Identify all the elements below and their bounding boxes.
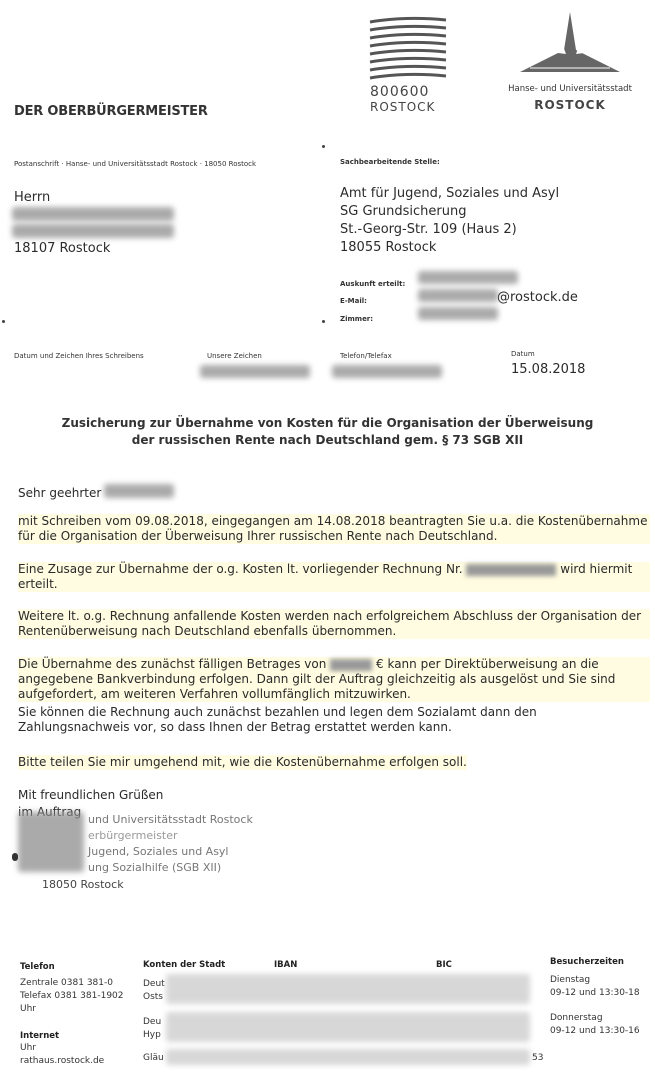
paragraph-4 — [18, 657, 650, 702]
anniversary-city: ROSTOCK — [370, 100, 436, 114]
recipient-street-redacted — [12, 224, 174, 238]
greeting-name-redacted — [104, 484, 174, 498]
contact-label: Auskunft erteilt: — [340, 280, 406, 288]
recipient-city: 18107 Rostock — [14, 241, 111, 256]
footer-account-2: Osts — [143, 992, 163, 1002]
office-label: Sachbearbeitende Stelle: — [340, 158, 440, 166]
postal-line: Postanschrift · Hanse- und Universitätsstadt Rostock · 18050 Rostock — [14, 160, 257, 168]
stamp-line3: Jugend, Soziales und Asyl — [88, 845, 229, 858]
stamp-line5: 18050 Rostock — [42, 878, 124, 891]
ref-date-label: Datum — [511, 350, 535, 358]
office-line1: Amt für Jugend, Soziales und Asyl — [340, 186, 560, 201]
footer-bank-details-redacted — [166, 1012, 530, 1042]
footer-bank-details-redacted — [166, 1049, 530, 1065]
city-logo-line2: ROSTOCK — [534, 98, 606, 112]
paragraph-5: Bitte teilen Sie mir umgehend mit, wie die Kostenübernahme erfolgen soll. — [18, 755, 467, 769]
ref-your-letter-label: Datum und Zeichen Ihres Schreibens — [14, 352, 144, 360]
stamp-line4: ung Sozialhilfe (SGB XII) — [88, 861, 222, 874]
ref-phone-label: Telefon/Telefax — [340, 352, 392, 360]
room-redacted — [418, 307, 498, 320]
paragraph-2-part-b: wird hiermit erteilt. — [18, 562, 633, 591]
stamp-line2: erbürgermeister — [88, 829, 178, 842]
footer-visit-day1: Dienstag — [550, 975, 591, 985]
email-label: E-Mail: — [340, 297, 367, 305]
email-domain: @rostock.de — [497, 290, 578, 305]
footer-bic-head: BIC — [436, 960, 452, 970]
footer-phone-uhr: Uhr — [20, 1004, 36, 1014]
paragraph-4-part-a: Die Übernahme des zunächst fälligen Betrages von — [18, 657, 327, 671]
letter-date: 15.08.2018 — [511, 362, 586, 377]
footer-internet-url: rathaus.rostock.de — [20, 1056, 105, 1066]
fold-mark — [322, 320, 325, 323]
footer-internet-uhr: Uhr — [20, 1043, 36, 1053]
invoice-number-redacted — [466, 564, 556, 576]
footer-visit-head: Besucherzeiten — [550, 957, 624, 967]
fold-mark — [2, 320, 5, 323]
room-label: Zimmer: — [340, 315, 374, 323]
anniversary-logo — [366, 14, 452, 114]
our-reference-redacted — [200, 365, 310, 378]
signature-mark — [12, 853, 18, 861]
phone-redacted — [332, 365, 442, 378]
paragraph-3: Weitere lt. o.g. Rechnung anfallende Kosten werden nach erfolgreichem Abschluss der Organisation der Rentenüberweisung nach Deutschland ebenfalls übernommen. — [18, 609, 650, 639]
anniversary-wave-icon — [366, 14, 452, 84]
footer-account-4: Hyp — [143, 1030, 161, 1040]
stamp-line1: und Universitätsstadt Rostock — [88, 813, 253, 826]
footer-visit-time1: 09-12 und 13:30-18 — [550, 988, 640, 998]
recipient-salutation: Herrn — [14, 190, 51, 205]
footer-account-1: Deut — [143, 979, 165, 989]
paragraph-1: mit Schreiben vom 09.08.2018, eingegangen am 14.08.2018 beantragten Sie u.a. die Kostenübernahme für die Organisation der Überweisung Ihrer russischen Rente nach Deutschland. — [18, 514, 650, 544]
footer-iban-head: IBAN — [274, 960, 298, 970]
city-logo-line1: Hanse- und Universitätsstadt — [508, 84, 632, 94]
footer-internet-head: Internet — [20, 1031, 60, 1041]
contact-name-redacted — [418, 271, 518, 284]
footer-phone-central: Zentrale 0381 381-0 — [20, 978, 113, 988]
mayor-title: DER OBERBÜRGERMEISTER — [14, 104, 208, 119]
paragraph-4-part-b: € kann per Direktüberweisung an die angegebene Bankverbindung erfolgen. Dann gilt der Auftrag gleichzeitig als ausgelöst und Sie sind aufgefordert, am weiteren Verfahren vollumfänglich mitzuwirken. — [18, 657, 616, 701]
greeting: Sehr geehrter — [18, 486, 102, 500]
paragraph-2 — [18, 562, 650, 592]
footer-phone-head: Telefon — [20, 962, 55, 972]
footer-bic-tail: 53 — [532, 1053, 544, 1063]
footer-visit-day2: Donnerstag — [550, 1013, 603, 1023]
footer-accounts-head: Konten der Stadt — [143, 960, 226, 970]
anniversary-number: 800600 — [370, 84, 430, 100]
subject-line1: Zusicherung zur Übernahme von Kosten für die Organisation der Überweisung — [61, 416, 594, 430]
email-user-redacted — [418, 289, 498, 302]
closing: Mit freundlichen Grüßen — [18, 788, 164, 802]
footer-account-3: Deu — [143, 1017, 162, 1027]
paragraph-4c: Sie können die Rechnung auch zunächst bezahlen und legen dem Sozialamt dann den Zahlungsnachweis vor, so dass Ihnen der Betrag erstattet werden kann. — [18, 705, 537, 734]
fold-mark — [322, 145, 325, 148]
subject-line2: der russischen Rente nach Deutschland gem. § 73 SGB XII — [131, 433, 524, 447]
paragraph-2-part-a: Eine Zusage zur Übernahme der o.g. Kosten lt. vorliegender Rechnung Nr. — [18, 562, 463, 576]
footer-bank-details-redacted — [166, 974, 530, 1004]
footer-phone-fax: Telefax 0381 381-1902 — [20, 991, 124, 1001]
recipient-name-redacted — [12, 207, 174, 221]
footer-visit-time2: 09-12 und 13:30-16 — [550, 1026, 640, 1036]
signature-redacted — [18, 812, 84, 872]
office-line3: St.-Georg-Str. 109 (Haus 2) — [340, 222, 517, 237]
city-emblem-icon — [500, 10, 640, 76]
amount-redacted — [330, 659, 372, 671]
office-line2: SG Grundsicherung — [340, 204, 467, 219]
city-logo — [500, 10, 640, 120]
office-line4: 18055 Rostock — [340, 240, 437, 255]
footer-account-5: Gläu — [143, 1053, 164, 1063]
ref-our-reference-label: Unsere Zeichen — [207, 352, 262, 360]
